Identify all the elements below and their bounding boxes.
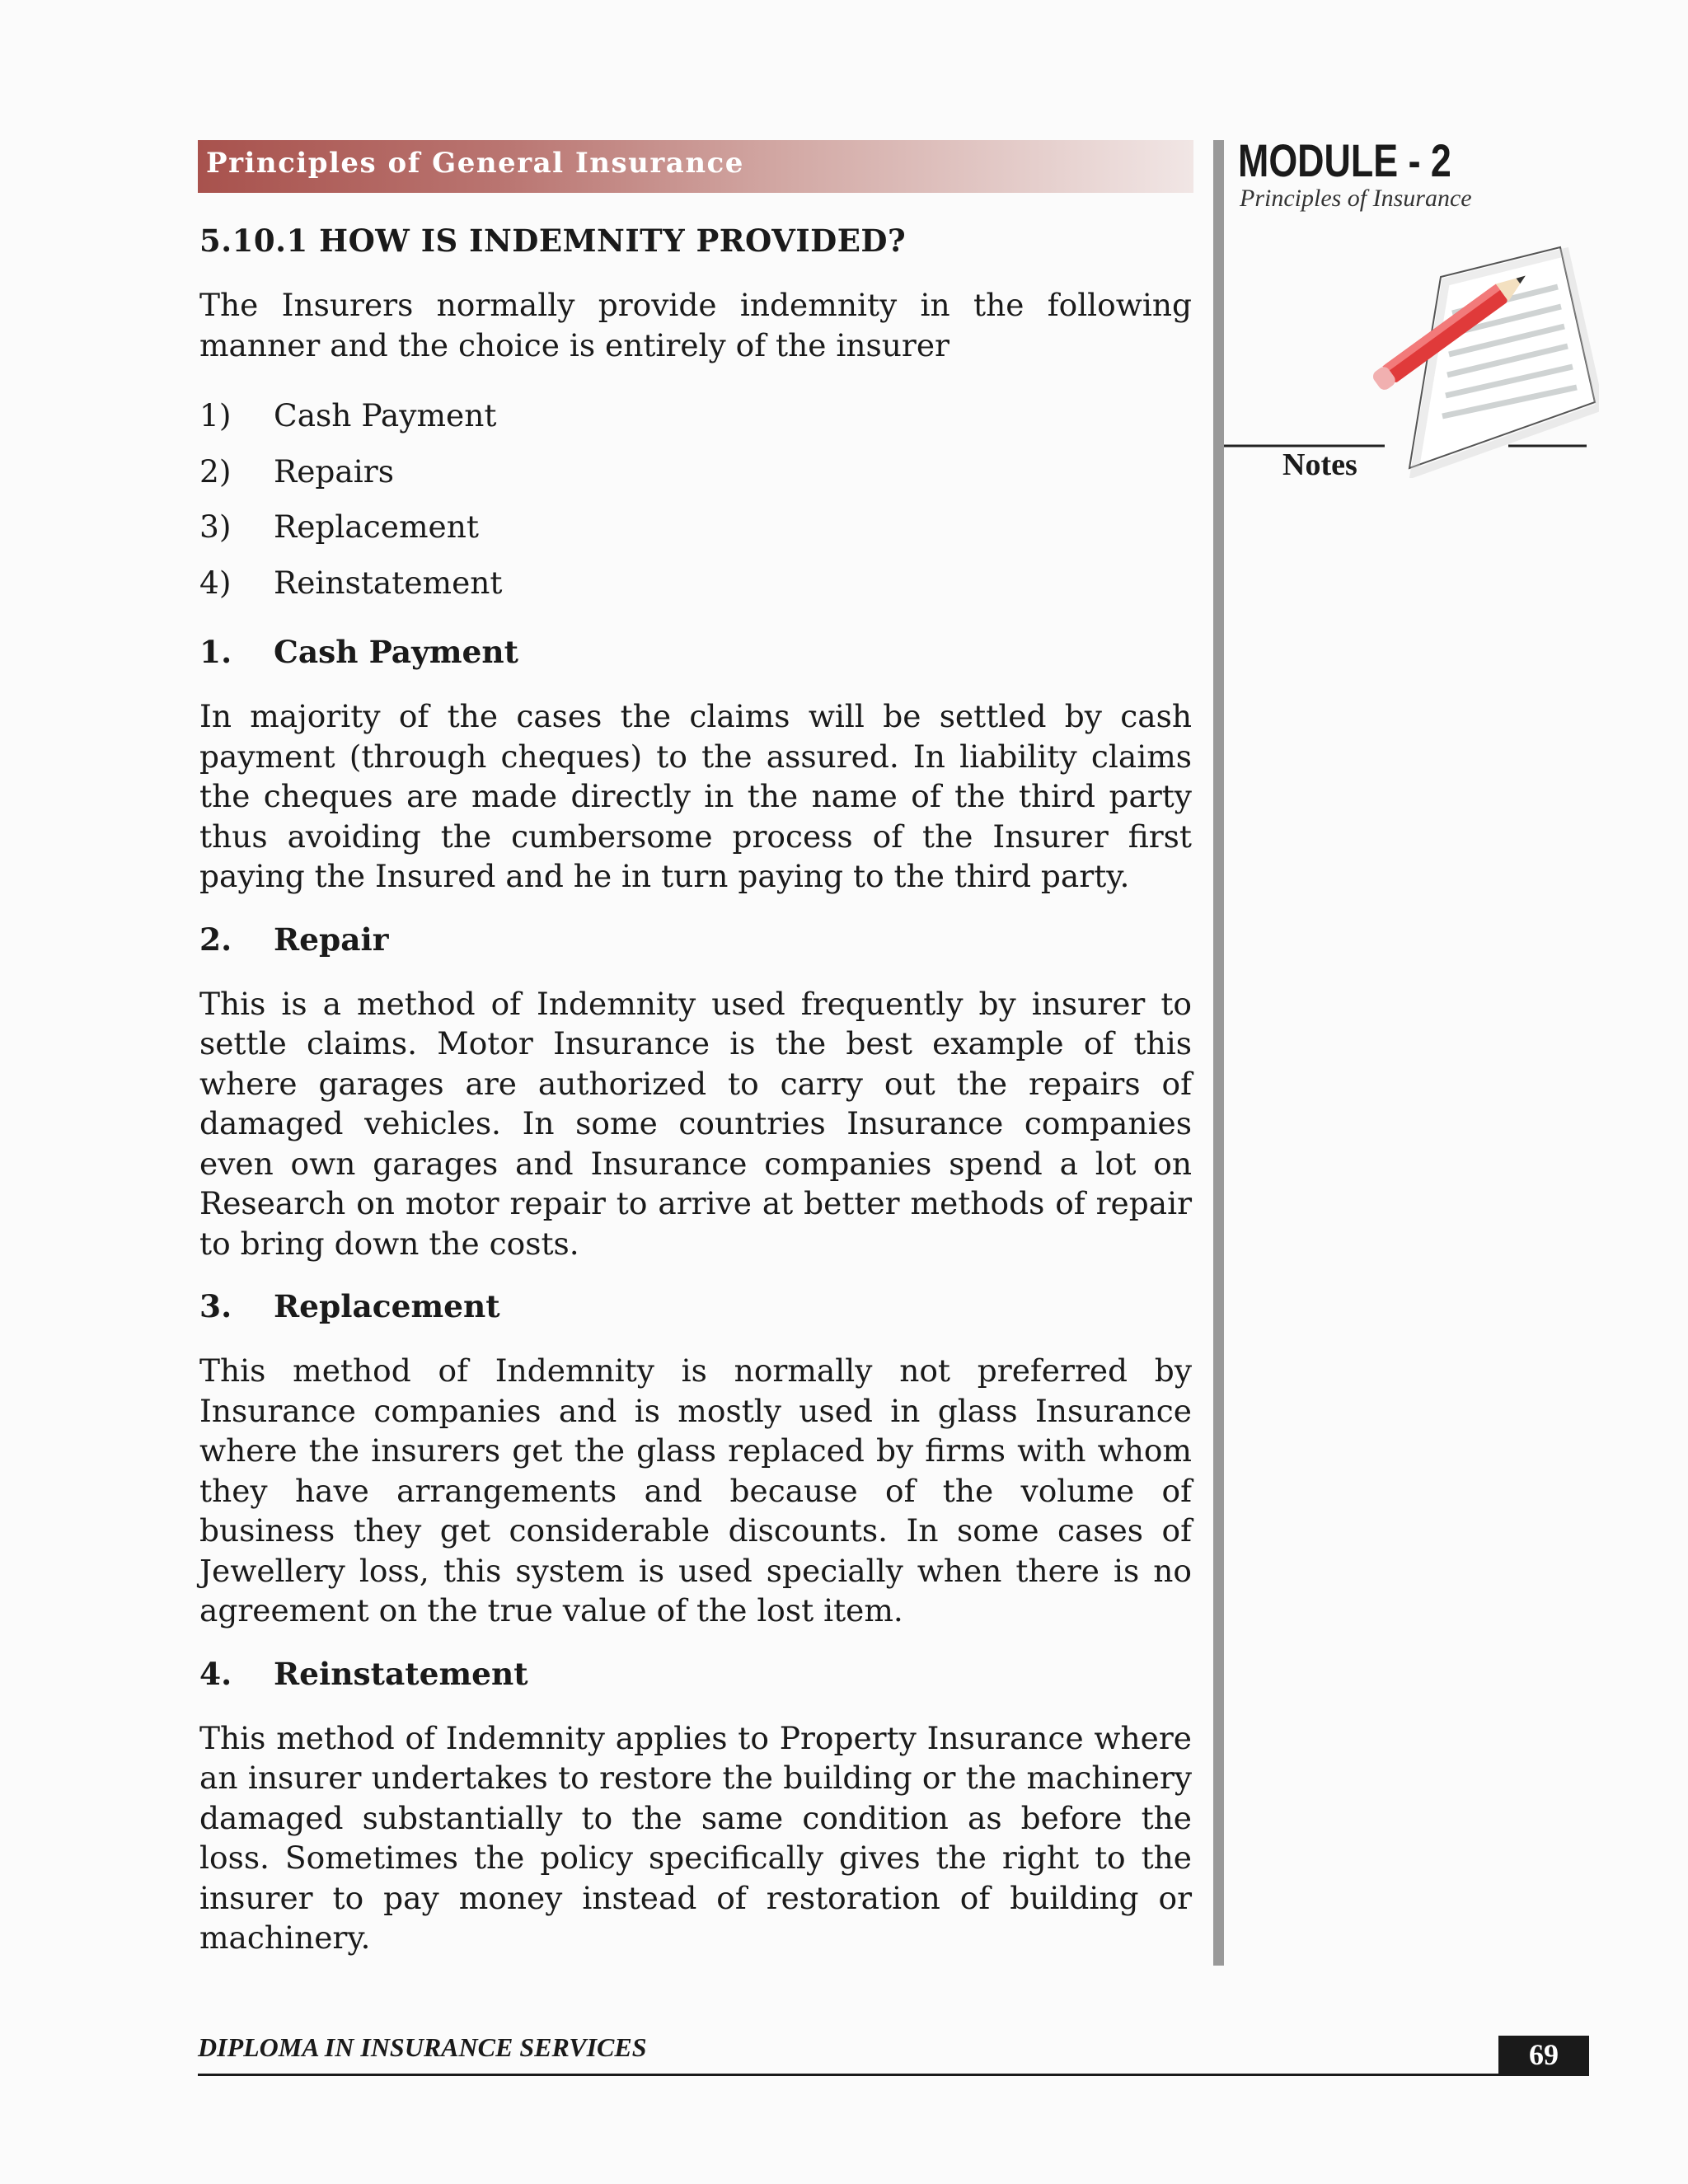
subsection-paragraph: This method of Indemnity applies to Property Insurance where an insurer undertakes to restore the building or the machinery damaged substantially to the same condition as before the loss. Sometimes the policy specifically gives the right to the insurer to pay money instead of restoration of building or machinery. [199, 1719, 1192, 1956]
footer-course: DIPLOMA IN INSURANCE SERVICES [198, 2032, 647, 2062]
footer-rule [198, 2074, 1589, 2076]
list-item: 3) Replacement [199, 509, 479, 545]
subsection-paragraph: This is a method of Indemnity used frequently by insurer to settle claims. Motor Insurance is the best example of this where garages are authorized to carry out the repairs of damaged vehicles. In some countries Insurance companies even own garages and Insurance companies spend a lot on Research on motor repair to arrive at better methods of repair to bring down the costs. [199, 985, 1192, 1262]
running-title: Principles of General Insurance [206, 147, 744, 180]
methods-list [199, 388, 1192, 611]
page-number: 69 [1498, 2036, 1589, 2074]
subsection-paragraph: In majority of the cases the claims will be settled by cash payment (through cheques) to the assured. In liability claims the cheques are made directly in the name of the third party thus avoiding the cumbersome process of the Insurer first paying the Insured and he in turn paying to the third party. [199, 698, 1192, 894]
section-title: 5.10.1 HOW IS INDEMNITY PROVIDED? [199, 223, 907, 259]
list-item: 4) Reinstatement [199, 564, 503, 601]
subsection-paragraph: This method of Indemnity is normally not preferred by Insurance companies and is mostly used in glass Insurance where the insurers get the glass replaced by firms with whom they have arrangements and because of the volume of business they get considerable discounts. In some cases of Jewellery loss, this system is used specially when there is no agreement on the true value of the lost item. [199, 1352, 1192, 1629]
list-item: 1) Cash Payment [199, 397, 497, 434]
module-title: MODULE - 2 [1238, 134, 1451, 186]
subsection-heading: 3. Replacement [199, 1288, 500, 1324]
main-content [199, 223, 1192, 1981]
notes-pencil-icon [1220, 239, 1599, 478]
subsection-heading: 2. Repair [199, 921, 389, 958]
subsection-heading: 4. Reinstatement [199, 1655, 528, 1692]
list-item: 2) Repairs [199, 452, 394, 490]
subsection-heading: 1. Cash Payment [199, 634, 518, 670]
running-header-band [198, 140, 1193, 193]
intro-paragraph: The Insurers normally provide indemnity in the following manner and the choice is entirely of the insurer [199, 287, 1192, 363]
notes-label: Notes [1282, 448, 1357, 482]
module-subtitle: Principles of Insurance [1240, 185, 1472, 212]
